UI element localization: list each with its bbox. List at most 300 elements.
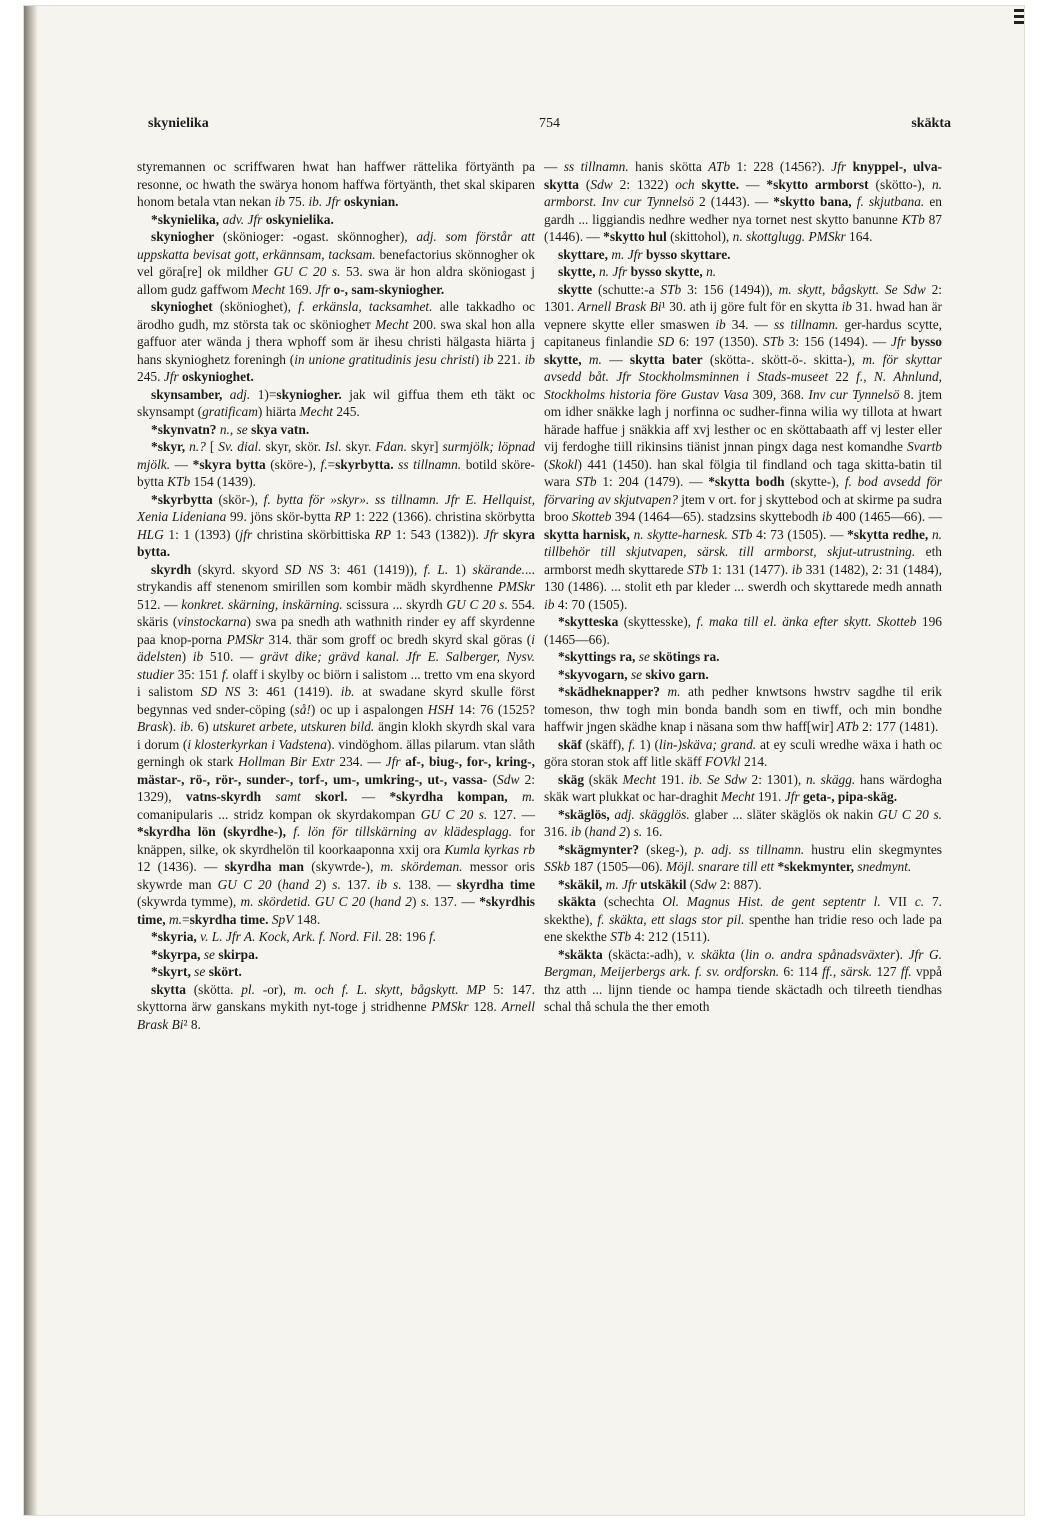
entry-text: vppå thz atth ... lijnn tiende oc hampa tiende skäctadh och tilreeth tiendhas schal thå schula the ther emoth — [544, 964, 942, 1014]
entry-text: hans wärdogha skäk wart plukkat oc har-draghit — [544, 771, 942, 804]
headword-text: oskynioghet. — [182, 369, 254, 384]
italic-text: STb — [575, 474, 597, 489]
italic-text: Arnell Brask Bi — [137, 999, 535, 1032]
dictionary-entry — [137, 421, 535, 439]
italic-text: ATb — [836, 719, 859, 734]
italic-text: se — [638, 649, 650, 664]
header-first-word: skynielika — [148, 116, 209, 131]
entry-text: 6) — [193, 719, 213, 734]
headword-text: skorl. — [315, 789, 348, 804]
dictionary-entry — [137, 491, 535, 561]
entry-text: 127 — [872, 964, 901, 979]
italic-text: ib — [544, 596, 555, 612]
entry-text: — — [170, 456, 193, 472]
entry-text: (skywrda tymme), — [137, 894, 241, 909]
italic-text: ff., — [822, 964, 837, 979]
italic-text: f. erkänsla, tacksamhet. — [298, 299, 433, 314]
entry-text: 137. — — [429, 894, 480, 909]
entry-text: ) — [321, 876, 333, 892]
italic-text: Sdw — [590, 176, 613, 192]
italic-text: utskuret arbete, utskuren bild. — [212, 719, 375, 734]
entry-text: ... strykandis aff stenenom smirillen som kombir mädh skyrdhenne — [137, 561, 535, 594]
entry-text: 4: 73 (1505). — — [752, 526, 848, 542]
headword-text: skytte — [558, 281, 593, 297]
italic-text: f. — [221, 666, 229, 682]
italic-text: f. bytta för »skyr». ss tillnamn. Jfr E. Hellquist, Xenia Lideniana — [137, 491, 535, 524]
entry-text: 3: 461 (1419). — [240, 684, 341, 699]
italic-text: STb — [610, 929, 632, 944]
entry-text: 3: 156 (1494)), — [681, 281, 779, 297]
entry-text: ). vindöghom. ällas pilarum. vtan slåth gerningh ok stark — [137, 736, 535, 769]
headword-text: *skyrpa, — [151, 946, 201, 962]
dictionary-entry — [544, 281, 942, 614]
entry-text: ) — [474, 351, 484, 367]
italic-text: Skotteb — [572, 509, 612, 524]
dictionary-entry — [544, 946, 942, 1016]
thumb-index-marks — [1010, 6, 1024, 26]
italic-text: Mecht — [299, 404, 333, 419]
headword-text: *skyrdhis time, — [137, 894, 536, 927]
entry-text: 22 — [828, 369, 857, 384]
entry-text: 8. jtem om idher snäkke lagh j norfinna oc sudher-finna wilia wy tillota at hwart härade haffue j snäkkia aff xvj lesther oc en sköttabaath aff vj lester eller vij ferdoghe tiill rikinsins tiänist jnnan pingx daga nest komandhe — [544, 386, 942, 454]
headword-text: skäg — [558, 771, 585, 787]
entry-text: 148. — [293, 911, 321, 927]
headword-text: skyra bytta. — [137, 526, 535, 559]
entry-text: ¹ 30. ath ij göre fult för en skytta — [661, 299, 842, 314]
italic-text: RP — [374, 526, 392, 542]
entry-text: 5: 147. skyttorna ärw ganskans mykith nyt-toge j stridhenne — [137, 981, 535, 1014]
headword-text: o-, sam-skyniogher. — [333, 281, 445, 297]
entry-text: 2: 1301), — [746, 771, 806, 787]
italic-text: m. Jfr — [611, 246, 643, 262]
italic-text: in unione gratitudinis jesu christi — [294, 351, 475, 367]
italic-text: m. — [588, 351, 602, 367]
entry-text: ) oc up i aspalongen — [310, 701, 428, 717]
italic-text: lin o. andra spånadsväxter — [745, 946, 896, 962]
italic-text: Arnell Brask Bi — [577, 299, 662, 314]
entry-text: 35: 151 — [174, 666, 222, 682]
italic-text: ib — [274, 194, 286, 209]
entry-text: 1: 1 (1393) ( — [163, 526, 240, 542]
headword-text: skivo garn. — [645, 666, 709, 682]
entry-text: 221. — [493, 351, 525, 367]
entry-text: 75. — [285, 194, 309, 209]
italic-text: ATb — [708, 159, 731, 174]
italic-text: Sv. dial. — [218, 439, 262, 454]
dictionary-entry — [544, 648, 942, 666]
entry-text: 2: 177 (1481). — [858, 719, 939, 734]
headword-text: skyrbytta. — [335, 456, 394, 472]
italic-text: n. — [706, 264, 717, 279]
headword-text: skytta — [151, 981, 186, 997]
headword-text: skynsamber, — [151, 386, 223, 402]
dictionary-entry — [137, 211, 535, 229]
entry-text: comanipularis ... stridz kompan ok skyrdakompan — [137, 806, 421, 822]
entry-text: 191. — [655, 771, 689, 787]
entry-text: (skywrde-), — [304, 859, 381, 874]
entry-text: (skönioger: -ogast. skönnogher), — [214, 229, 417, 244]
entry-text: ) swa pa snedh ath wathnith rinder ey aff skyrdenne paa knop-porna — [137, 614, 535, 647]
italic-text: m. och f. L. skytt, bågskytt. MP — [293, 981, 486, 997]
headword-text: *skyrt, — [151, 964, 191, 979]
entry-text: skyr. — [341, 439, 376, 454]
entry-text: — — [544, 159, 564, 174]
entry-text: 137. — [340, 876, 377, 892]
headword-text: vatns-skyrdh — [185, 789, 262, 804]
italic-text: Jfr — [483, 526, 499, 542]
entry-text: alle takkadho oc ärodho gudh, mz största tak oc sköniogheт — [137, 299, 536, 332]
headword-text: *skäkil, — [558, 876, 603, 892]
entry-text: (skäcta:-adh), — [602, 946, 687, 962]
italic-text: Brask — [137, 719, 169, 734]
italic-text: n. skytte-harnesk. STb — [633, 526, 753, 542]
italic-text: Svartb — [907, 439, 942, 454]
entry-text: ängin klokh skyrdh skal vara i dorum ( — [137, 719, 535, 752]
headword-text: *skytto bana, — [773, 194, 852, 209]
entry-text: 187 (1505—06). — [570, 859, 666, 874]
italic-text: ss tillnamn. — [773, 316, 839, 332]
italic-text: samt — [275, 789, 301, 804]
italic-text: f., N. Ahnlund, Stockholms historia före Gustav Vasa — [544, 369, 943, 402]
italic-text: jfr — [239, 526, 253, 542]
entry-text: 2: 1329), — [137, 771, 536, 804]
italic-text: Jfr — [891, 334, 906, 349]
headword-text: *skyvogarn, — [558, 666, 628, 682]
dictionary-entry — [544, 683, 942, 736]
entry-text: ( — [544, 456, 549, 472]
italic-text: ib — [524, 351, 535, 367]
entry-text: 2: 1301. — [544, 281, 943, 314]
entry-text: 1) ( — [635, 736, 659, 752]
italic-text: c. — [914, 894, 925, 909]
entry-text: 400 (1465—66). — — [832, 509, 942, 524]
italic-text: Jfr — [831, 159, 847, 174]
dictionary-entry — [544, 876, 942, 894]
entry-text: (skönioghet), — [212, 299, 299, 314]
headword-text: *skyra bytta — [192, 456, 266, 472]
italic-text: särsk. — [840, 964, 873, 979]
italic-text: i klosterkyrkan i Vadstena — [187, 736, 327, 752]
headword-text: skäf — [558, 736, 582, 752]
headword-text: skäkta — [558, 894, 596, 909]
italic-text: SpV — [271, 911, 294, 927]
left-column — [137, 158, 535, 1033]
headword-text: *skyttings ra, — [558, 649, 636, 664]
italic-text: ib. Se Sdw — [688, 771, 747, 787]
italic-text: ib — [570, 824, 582, 839]
italic-text: GU C 20 s. — [420, 806, 488, 822]
entry-text: 53. swa är hon aldra sköniogast j allom gudz gaffwom — [137, 264, 536, 297]
entry-text: ( — [686, 876, 695, 892]
italic-text: Sdw — [694, 876, 717, 892]
italic-text: f. L. — [423, 561, 449, 577]
entry-text: 164. — [845, 229, 873, 244]
italic-text: hand 2 — [282, 876, 322, 892]
entry-text: 169. — [285, 281, 316, 297]
headword-text: skyrdha time. — [189, 911, 269, 927]
entry-text: 154 (1439). — [190, 474, 257, 489]
headword-text: skytta harnisk, — [544, 526, 630, 542]
entry-text: 2: 887). — [716, 876, 762, 892]
italic-text: ib — [841, 299, 852, 314]
entry-text: 1)= — [250, 386, 277, 402]
entry-text: for knäppen, silke, ok skyrdhelön til koorkaaponna xxij ora — [137, 824, 535, 857]
italic-text: ib. — [340, 684, 355, 699]
dictionary-entry — [544, 263, 942, 281]
entry-text: jak wil giffua them eth täkt oc skynsampt ( — [137, 386, 535, 419]
italic-text: Ol. Magnus Hist. de gent septentr l. — [662, 894, 881, 909]
italic-text: Fdan. — [375, 439, 407, 454]
entry-text: 87 (1446). — — [544, 211, 942, 244]
entry-text: 1) — [448, 561, 473, 577]
entry-text: -or), — [255, 981, 294, 997]
italic-text: KTb — [901, 211, 925, 227]
italic-text: pl. — [241, 981, 255, 997]
italic-text: se — [203, 946, 215, 962]
italic-text: Kumla kyrkas rb — [444, 841, 535, 857]
entry-text: (skötta. — [185, 981, 242, 997]
dictionary-entry — [137, 963, 535, 981]
italic-text: grävt dike; grävd kanal. Jfr E. Salberger, Nysv. studier — [137, 649, 536, 682]
italic-text: n. Jfr — [598, 264, 628, 279]
italic-text: SSkb — [544, 859, 571, 874]
entry-text: — — [601, 351, 630, 367]
entry-text: (skäff), — [581, 736, 629, 752]
italic-text: lin-)skäva; grand. — [658, 736, 757, 752]
dictionary-entry — [137, 981, 535, 1034]
dictionary-entry — [544, 806, 942, 841]
entry-text: 34. — — [725, 316, 774, 332]
headword-text: skyniogher — [151, 229, 215, 244]
dictionary-entry — [544, 666, 942, 684]
dictionary-entry — [544, 736, 942, 771]
entry-text: ). — [895, 946, 909, 962]
entry-text: 191. — [754, 789, 785, 804]
entry-text — [261, 789, 275, 804]
italic-text: ib — [791, 561, 803, 577]
entry-text: ( — [735, 946, 746, 962]
header-last-word: skäkta — [911, 116, 951, 131]
entry-text: 309, 368. — [748, 386, 809, 402]
italic-text: adj. som förstår att uppskatta bevisat gott, erkännsam, tacksam. — [137, 229, 535, 262]
dictionary-entry — [137, 158, 535, 211]
italic-text: PMSkr — [497, 579, 535, 594]
entry-text: spenthe han tridie reso och lade pa ene skekthe — [544, 911, 943, 944]
italic-text: adv. Jfr — [222, 211, 263, 227]
italic-text: så! — [294, 701, 311, 717]
italic-text: f. skjutbana. — [856, 194, 925, 209]
entry-text — [508, 789, 522, 804]
italic-text: FOVkl — [704, 754, 741, 769]
entry-text: 128. — [468, 999, 502, 1014]
entry-text: 245. — [137, 369, 164, 384]
entry-text: ) — [625, 824, 634, 839]
entry-text: ² 8. — [183, 1016, 201, 1032]
headword-text: knyppel-, ulva-skytta — [544, 159, 942, 192]
italic-text: hand 2 — [374, 894, 412, 909]
entry-text: ) — [181, 649, 193, 664]
entry-text: (skör-), — [212, 491, 264, 507]
italic-text: f. skäkta, ett slags stor pil. — [597, 911, 745, 927]
italic-text: ib — [192, 649, 204, 664]
italic-text: n. skägg. — [805, 771, 856, 787]
italic-text: ib. — [179, 719, 194, 734]
italic-text: n.? — [189, 439, 206, 454]
italic-text: GU C 20 s. — [446, 596, 508, 612]
entry-text: (skötto-), — [868, 176, 932, 192]
headword-text: utskäkil — [640, 876, 687, 892]
dictionary-entry — [544, 613, 942, 648]
italic-text: f. lön för tillskärning av klädesplagg. — [293, 824, 513, 839]
headword-text: *skyrbytta — [151, 491, 213, 507]
italic-text: konkret. skärning, inskärning. — [181, 596, 343, 612]
italic-text: Jfr — [784, 789, 800, 804]
entry-text: messor oris skywrde man — [137, 859, 535, 892]
headword-text: oskynian. — [343, 194, 399, 209]
headword-text: skya vatn. — [251, 421, 310, 437]
headword-text: af-, biug-, for-, kring-, mästar-, rö-, rör-, sunder-, torf-, um-, umkring-, ut-, vassa- — [137, 754, 535, 787]
italic-text: SD NS — [200, 684, 241, 699]
dictionary-entry — [137, 561, 535, 929]
entry-text: 1: 131 (1477). — [707, 561, 792, 577]
entry-text: 1: 222 (1366). christina skörbytta — [350, 509, 535, 524]
headword-text: skynioghet — [151, 299, 213, 314]
italic-text: adj. skägglös. — [614, 806, 690, 822]
italic-text: Möjl. snarare till ett — [666, 859, 775, 874]
italic-text: m. — [667, 684, 681, 699]
headword-text: bysso skyttare. — [645, 246, 731, 262]
entry-text: (skittohol), — [666, 229, 733, 244]
entry-text: (skötta-. skött-ö-. skitta-), — [702, 351, 863, 367]
italic-text: KTb — [167, 474, 191, 489]
entry-text: [ — [205, 439, 219, 454]
entry-text: 2: 1322) — [612, 176, 676, 192]
entry-text: 127. — — [487, 806, 536, 822]
entry-text: ( — [578, 176, 591, 192]
entry-text: 314. thär som groff oc bredh skyrd skal göras ( — [263, 631, 532, 647]
dictionary-entry — [544, 893, 942, 946]
entry-text: 99. jöns skör-bytta — [226, 509, 335, 524]
entry-text: 200. swa skal hon alla gaffuor ater wända j thera wphoff som är ihesu christi hälgasta hiärta j hans skynioghetz foreningh ( — [137, 316, 535, 367]
entry-text: 1: 543 (1382)). — [391, 526, 484, 542]
italic-text: m. för skyttar avsedd båt. Jfr Stockholmsminnen i Stads-museet — [544, 351, 942, 384]
headword-text: *skytta bodh — [708, 474, 785, 489]
entry-text: 28: 196 — [381, 929, 430, 944]
headword-text: *skäglös, — [558, 806, 610, 822]
italic-text: se — [630, 666, 643, 682]
italic-text: p. adj. ss tillnamn. — [694, 841, 805, 857]
italic-text: ss tillnamn. — [563, 159, 629, 174]
entry-text: 7. skekthe), — [544, 894, 942, 927]
dictionary-entry — [544, 841, 942, 876]
entry-text: benefactorius skönnogher ok vel göra[re] ok mildher — [137, 246, 536, 279]
italic-text: STb — [660, 281, 682, 297]
italic-text: GU C 20 — [217, 876, 272, 892]
entry-text: 4: 212 (1511). — [631, 929, 711, 944]
entry-text: (sköre-), — [265, 456, 321, 472]
dictionary-entry — [137, 928, 535, 946]
italic-text: i ädelsten — [137, 631, 535, 664]
italic-text: s. — [420, 894, 430, 909]
italic-text: HSH — [427, 701, 454, 717]
entry-text: styremannen oc scriffwaren hwat han haffwer rättelika förtyänth pa resonne, oc hwath the swärya honom haffwa förtyänth, thet skal skiparen honom betala vtan nekan — [137, 159, 535, 209]
entry-text: hustru elin skegmyntes — [804, 841, 943, 857]
entry-text: (skäk — [584, 771, 623, 787]
entry-text: ( — [271, 876, 283, 892]
entry-text: (skyrd. skyord — [191, 561, 285, 577]
italic-text: ff. — [900, 964, 912, 979]
dictionary-entry — [544, 246, 942, 264]
italic-text: Sdw — [497, 771, 520, 787]
entry-text: 6: 114 — [779, 964, 823, 979]
entry-text: ( — [365, 894, 375, 909]
dictionary-entry — [544, 771, 942, 806]
italic-text: v. skäkta — [686, 946, 736, 962]
entry-text: at ey sculi wredhe wäxa i hath oc göra storan stok aff litle skäff — [544, 736, 942, 769]
headword-text: skyttare, — [558, 246, 608, 262]
entry-text — [222, 387, 229, 402]
headword-text: skört. — [208, 964, 242, 979]
italic-text: Jfr — [163, 369, 179, 384]
italic-text: STb — [687, 561, 708, 577]
headword-text: skötings ra. — [653, 649, 720, 664]
entry-text: 245. — [333, 404, 360, 419]
headword-text: *skägmynter? — [558, 841, 640, 857]
italic-text: Mecht — [375, 316, 409, 332]
entry-text: eth armborst medh skyttarede — [544, 544, 942, 577]
entry-text: 331 (1482), 2: 31 (1484), 130 (1486). ... stolit eth par kleder ... swerdh och skyttarede medh annath — [544, 561, 942, 594]
entry-text: 512. — — [137, 596, 182, 612]
headword-text: skyniogher. — [276, 386, 342, 402]
italic-text: Skokl — [548, 456, 578, 472]
dictionary-entry — [137, 298, 535, 386]
italic-text: surmjölk; löpnad mjölk. — [137, 439, 535, 472]
entry-text: 316. — [544, 824, 571, 839]
headword-text: *skyrdha kompan, — [389, 789, 508, 804]
entry-text: 12 (1436). — — [137, 859, 225, 874]
italic-text: f. — [628, 736, 636, 752]
headword-text: *skekmynter, — [777, 859, 854, 874]
entry-text: (skeg-), — [639, 841, 695, 857]
headword-text: *skyrdha lön (skyrdhe-), — [137, 824, 286, 839]
dictionary-entry — [137, 228, 535, 298]
italic-text: ib s. — [376, 876, 402, 892]
entry-text: = — [182, 911, 190, 927]
italic-text: m. — [169, 911, 183, 927]
italic-text: gratificam — [202, 404, 258, 419]
italic-text: skärande. — [472, 561, 525, 577]
headword-text: oskynielika. — [265, 211, 334, 227]
headword-text: bysso skytte, — [630, 264, 703, 279]
headword-text: *skytto armborst — [766, 176, 869, 192]
headword-text: *skäkta — [558, 946, 603, 962]
italic-text: v. L. Jfr A. Kock, Ark. f. Nord. Fil. — [200, 929, 382, 944]
entry-text: en gardh ... liggiandis nedhre wedher nya tornet nest skytto banunne — [544, 194, 942, 227]
entry-text: 3: 461 (1419)), — [323, 561, 424, 577]
italic-text: PMSkr — [226, 631, 264, 647]
italic-text: GU C 20 s. — [273, 264, 341, 279]
entry-text: ath pedher knwtsons hwstrv sagdhe til erik tomeson, thw togh min bonda bandh som en tiwff, och min bondhe haffwir jngen skädhe knap i näsana som thw haff[wir] — [544, 684, 942, 734]
entry-text: skyr, skör. — [261, 439, 325, 454]
headword-text: *skytta redhe, — [847, 526, 929, 542]
entry-text: glaber ... släter skäglös ok nakin — [689, 806, 878, 822]
page-binding-shadow — [24, 6, 38, 1515]
italic-text: f. bod avsedd för förvaring av skjutvapen? — [544, 474, 942, 507]
entry-text: ) — [411, 894, 421, 909]
entry-text: 4: 70 (1505). — [554, 596, 628, 612]
entry-text: VII — [880, 894, 915, 909]
italic-text: Jfr — [315, 281, 331, 297]
